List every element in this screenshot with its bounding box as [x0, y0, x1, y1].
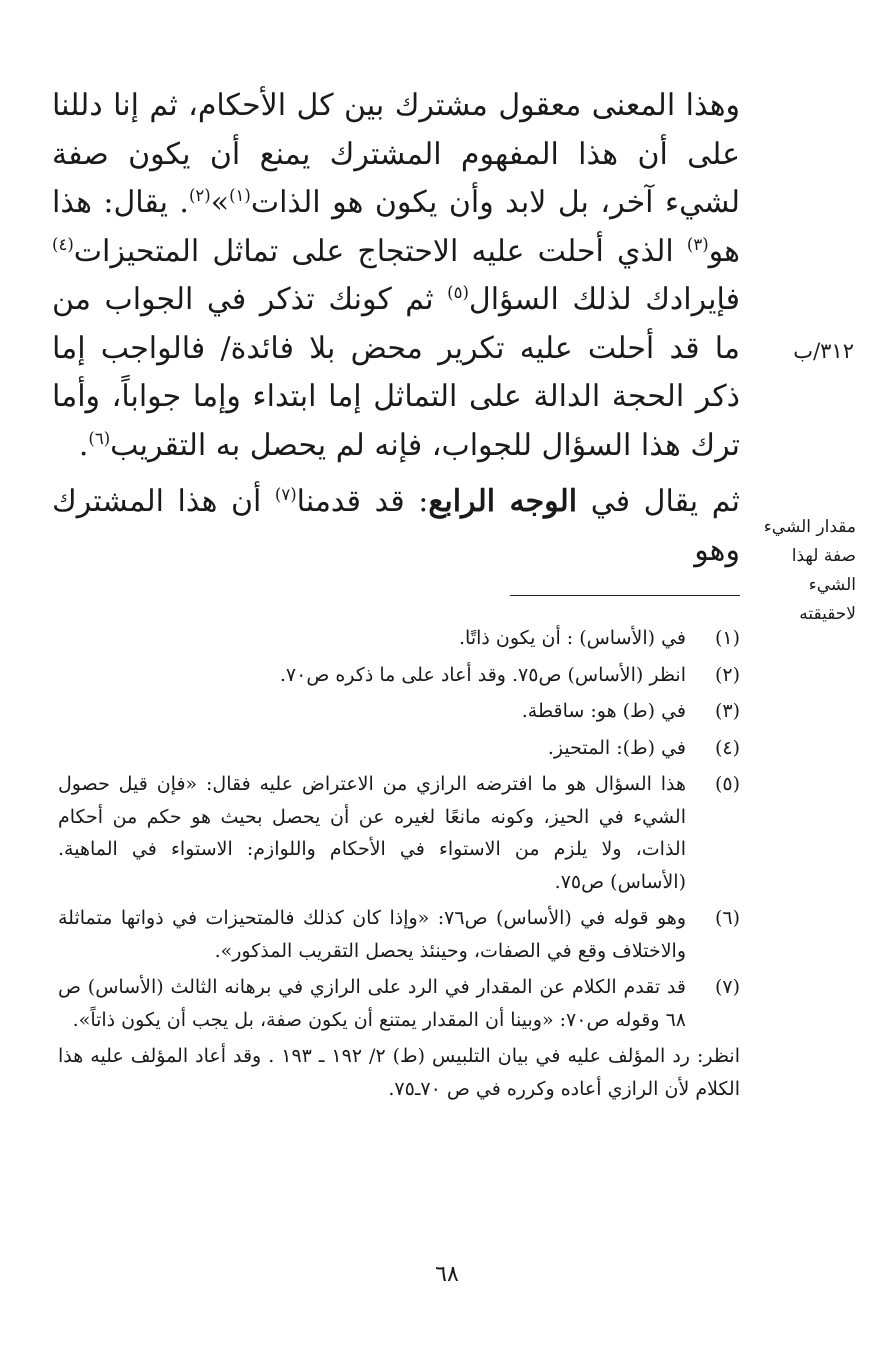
paragraph-2-text-3: أن هذا المشترك وهو	[52, 484, 740, 568]
footnote-marker-5[interactable]: (٥)	[447, 283, 469, 302]
footnote-item	[58, 622, 740, 655]
footnote-marker-6[interactable]: (٦)	[88, 428, 111, 448]
footnote-item	[58, 659, 740, 692]
footnote-number: (٥)	[714, 773, 740, 795]
footnote-number: (٦)	[714, 907, 740, 929]
footnotes	[58, 622, 740, 1105]
footnote-marker-7[interactable]: (٧)	[274, 485, 297, 504]
footnote-text: في (ط) هو: ساقطة.	[521, 700, 686, 722]
paragraph-1-text-1: وهذا المعنى معقول مشترك بين كل الأحكام، ثم إنا دللنا على أن هذا المفهوم المشترك يمنع أن يكون صفة لشيء آخر، بل لابد وأن يكون هو الذات	[52, 88, 740, 220]
main-text	[52, 82, 740, 575]
footnote-item	[58, 902, 740, 967]
footnote-item	[58, 732, 740, 765]
footnote-separator	[510, 595, 740, 596]
footnote-text: انظر (الأساس) ص٧٥. وقد أعاد على ما ذكره ص٧٠.	[279, 663, 686, 686]
margin-note-line: لاحقيقته	[799, 604, 856, 624]
footnote-marker-3[interactable]: (٣)	[686, 234, 709, 254]
footnote-text: في (الأساس) : أن يكون ذاتًا.	[459, 627, 686, 649]
footnote-item	[58, 695, 740, 728]
paragraph-1-text-7: .	[78, 427, 89, 463]
paragraph-1-text-6: ثم كونك تذكر في الجواب من ما قد أحلت عليه تكرير محض بلا فائدة/ فالواجب إما ذكر الحجة الدالة على التماثل إما ابتداء وإما جواباً، وأما ترك هذا السؤال للجواب، فإنه لم يحصل به التقريب	[52, 282, 740, 463]
paragraph-2-text-1: ثم يقال في	[577, 484, 741, 519]
footnote-number: (١)	[714, 627, 740, 649]
paragraph-1-text-5: فإيرادك لذلك السؤال	[468, 282, 740, 317]
footnote-text: وهو قوله في (الأساس) ص٧٦: «وإذا كان كذلك فالمتحيزات في ذواتها متماثلة والاختلاف وقع في الصفات، وحينئذ يحصل التقريب المذكور».	[58, 907, 687, 962]
footnote-number: (٤)	[714, 736, 740, 759]
margin-note-line: الشيء	[808, 575, 856, 595]
paragraph-1-text-4: الذي أحلت عليه الاحتجاج على تماثل المتحيزات	[73, 233, 687, 269]
footnote-continuation: انظر: رد المؤلف عليه في بيان التلبيس (ط) ٢/ ١٩٢ ـ ١٩٣ . وقد أعاد المؤلف عليه هذا الكلام لأن الرازي أعاده وكرره في ص ٧٠ـ٧٥.	[58, 1045, 740, 1100]
section-heading-inline: الوجه الرابع	[428, 484, 578, 519]
footnote-marker-1[interactable]: (١)	[229, 186, 251, 205]
page-number: ٦٨	[435, 1262, 459, 1287]
paragraph-2-text-2: : قد قدمنا	[296, 484, 429, 519]
footnote-number: (٣)	[714, 700, 740, 722]
margin-note-line: مقدار الشيء	[763, 517, 856, 537]
footnote-item	[58, 768, 740, 898]
footnote-number: (٢)	[714, 663, 740, 686]
footnote-marker-2[interactable]: (٢)	[188, 186, 211, 205]
paragraph-1	[52, 82, 740, 470]
footnote-text: هذا السؤال هو ما افترضه الرازي من الاعتراض عليه فقال: «فإن قيل حصول الشيء في الحيز، وكونه مانعًا لغيره عن أن يحصل بحيث هو حكم من أحكام الذات، ولا يلزم من الاستواء في الأحكام واللوازم: الاستواء في الماهية. (الأساس) ص٧٥.	[58, 773, 686, 893]
margin-note-line: صفة لهذا	[791, 546, 856, 566]
footnote-item	[58, 971, 740, 1036]
paragraph-1-text-2: »	[210, 185, 230, 220]
footnote-marker-4[interactable]: (٤)	[52, 234, 74, 254]
footnote-text: في (ط): المتحيز.	[547, 736, 686, 759]
footnote-number: (٧)	[714, 976, 740, 998]
paragraph-1-text-3: . يقال: هذا هو	[52, 185, 740, 269]
manuscript-folio-marker: ٣١٢/ب	[793, 339, 854, 363]
margin-note	[760, 513, 856, 629]
paragraph-2	[52, 478, 740, 575]
footnote-text: قد تقدم الكلام عن المقدار في الرد على الرازي في برهانه الثالث (الأساس) ص ٦٨ وقوله ص٧٠: «وبينا أن المقدار يمتنع أن يكون صفة، بل يجب أن يكون ذاتاً».	[58, 976, 686, 1031]
